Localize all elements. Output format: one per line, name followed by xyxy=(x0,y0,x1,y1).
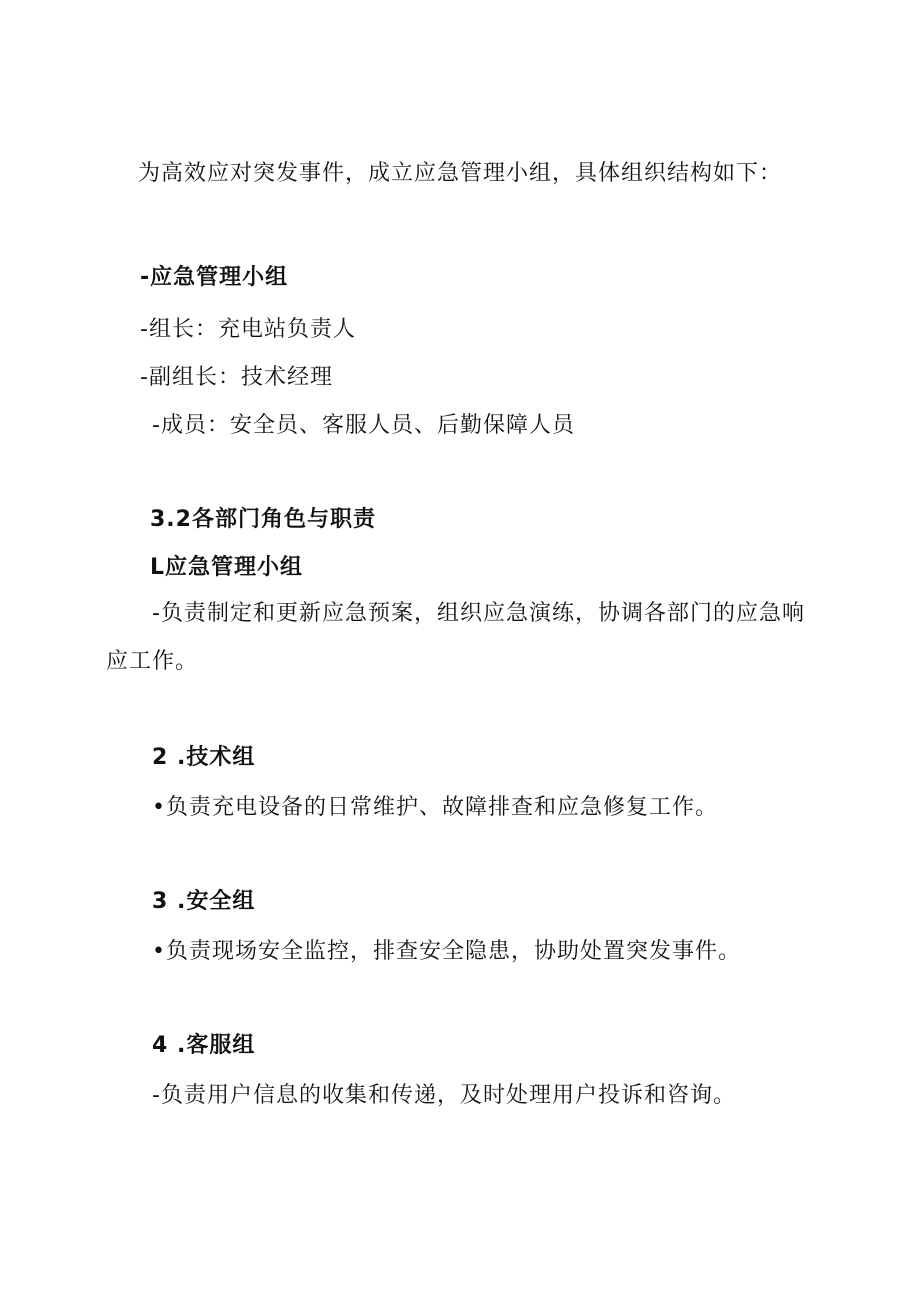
group-desc-service: -负责用户信息的收集和传递，及时处理用户投诉和咨询。 xyxy=(152,1083,736,1108)
group-title-safety: 3 .安全组 xyxy=(152,889,256,914)
group-desc-emergency-line2: 应工作。 xyxy=(106,649,199,674)
group-title-tech: 2 .技术组 xyxy=(152,745,256,770)
group-desc-emergency-line1: -负责制定和更新应急预案，组织应急演练，协调各部门的应急响 xyxy=(152,601,805,626)
group-title-service: 4 .客服组 xyxy=(152,1033,256,1058)
org-deputy: -副组长：技术经理 xyxy=(140,365,333,390)
section-title: 3.2各部门角色与职责 xyxy=(150,507,376,532)
org-title: -应急管理小组 xyxy=(140,265,289,290)
group-desc-tech: •负责充电设备的日常维护、故障排查和应急修复工作。 xyxy=(152,795,718,820)
org-members: -成员：安全员、客服人员、后勤保障人员 xyxy=(152,413,575,438)
org-leader: -组长：充电站负责人 xyxy=(140,317,356,342)
group-desc-safety: •负责现场安全监控，排查安全隐患，协助处置突发事件。 xyxy=(152,939,741,964)
intro-paragraph: 为高效应对突发事件，成立应急管理小组，具体组织结构如下： xyxy=(138,161,783,186)
group-title-emergency: L应急管理小组 xyxy=(150,555,304,580)
